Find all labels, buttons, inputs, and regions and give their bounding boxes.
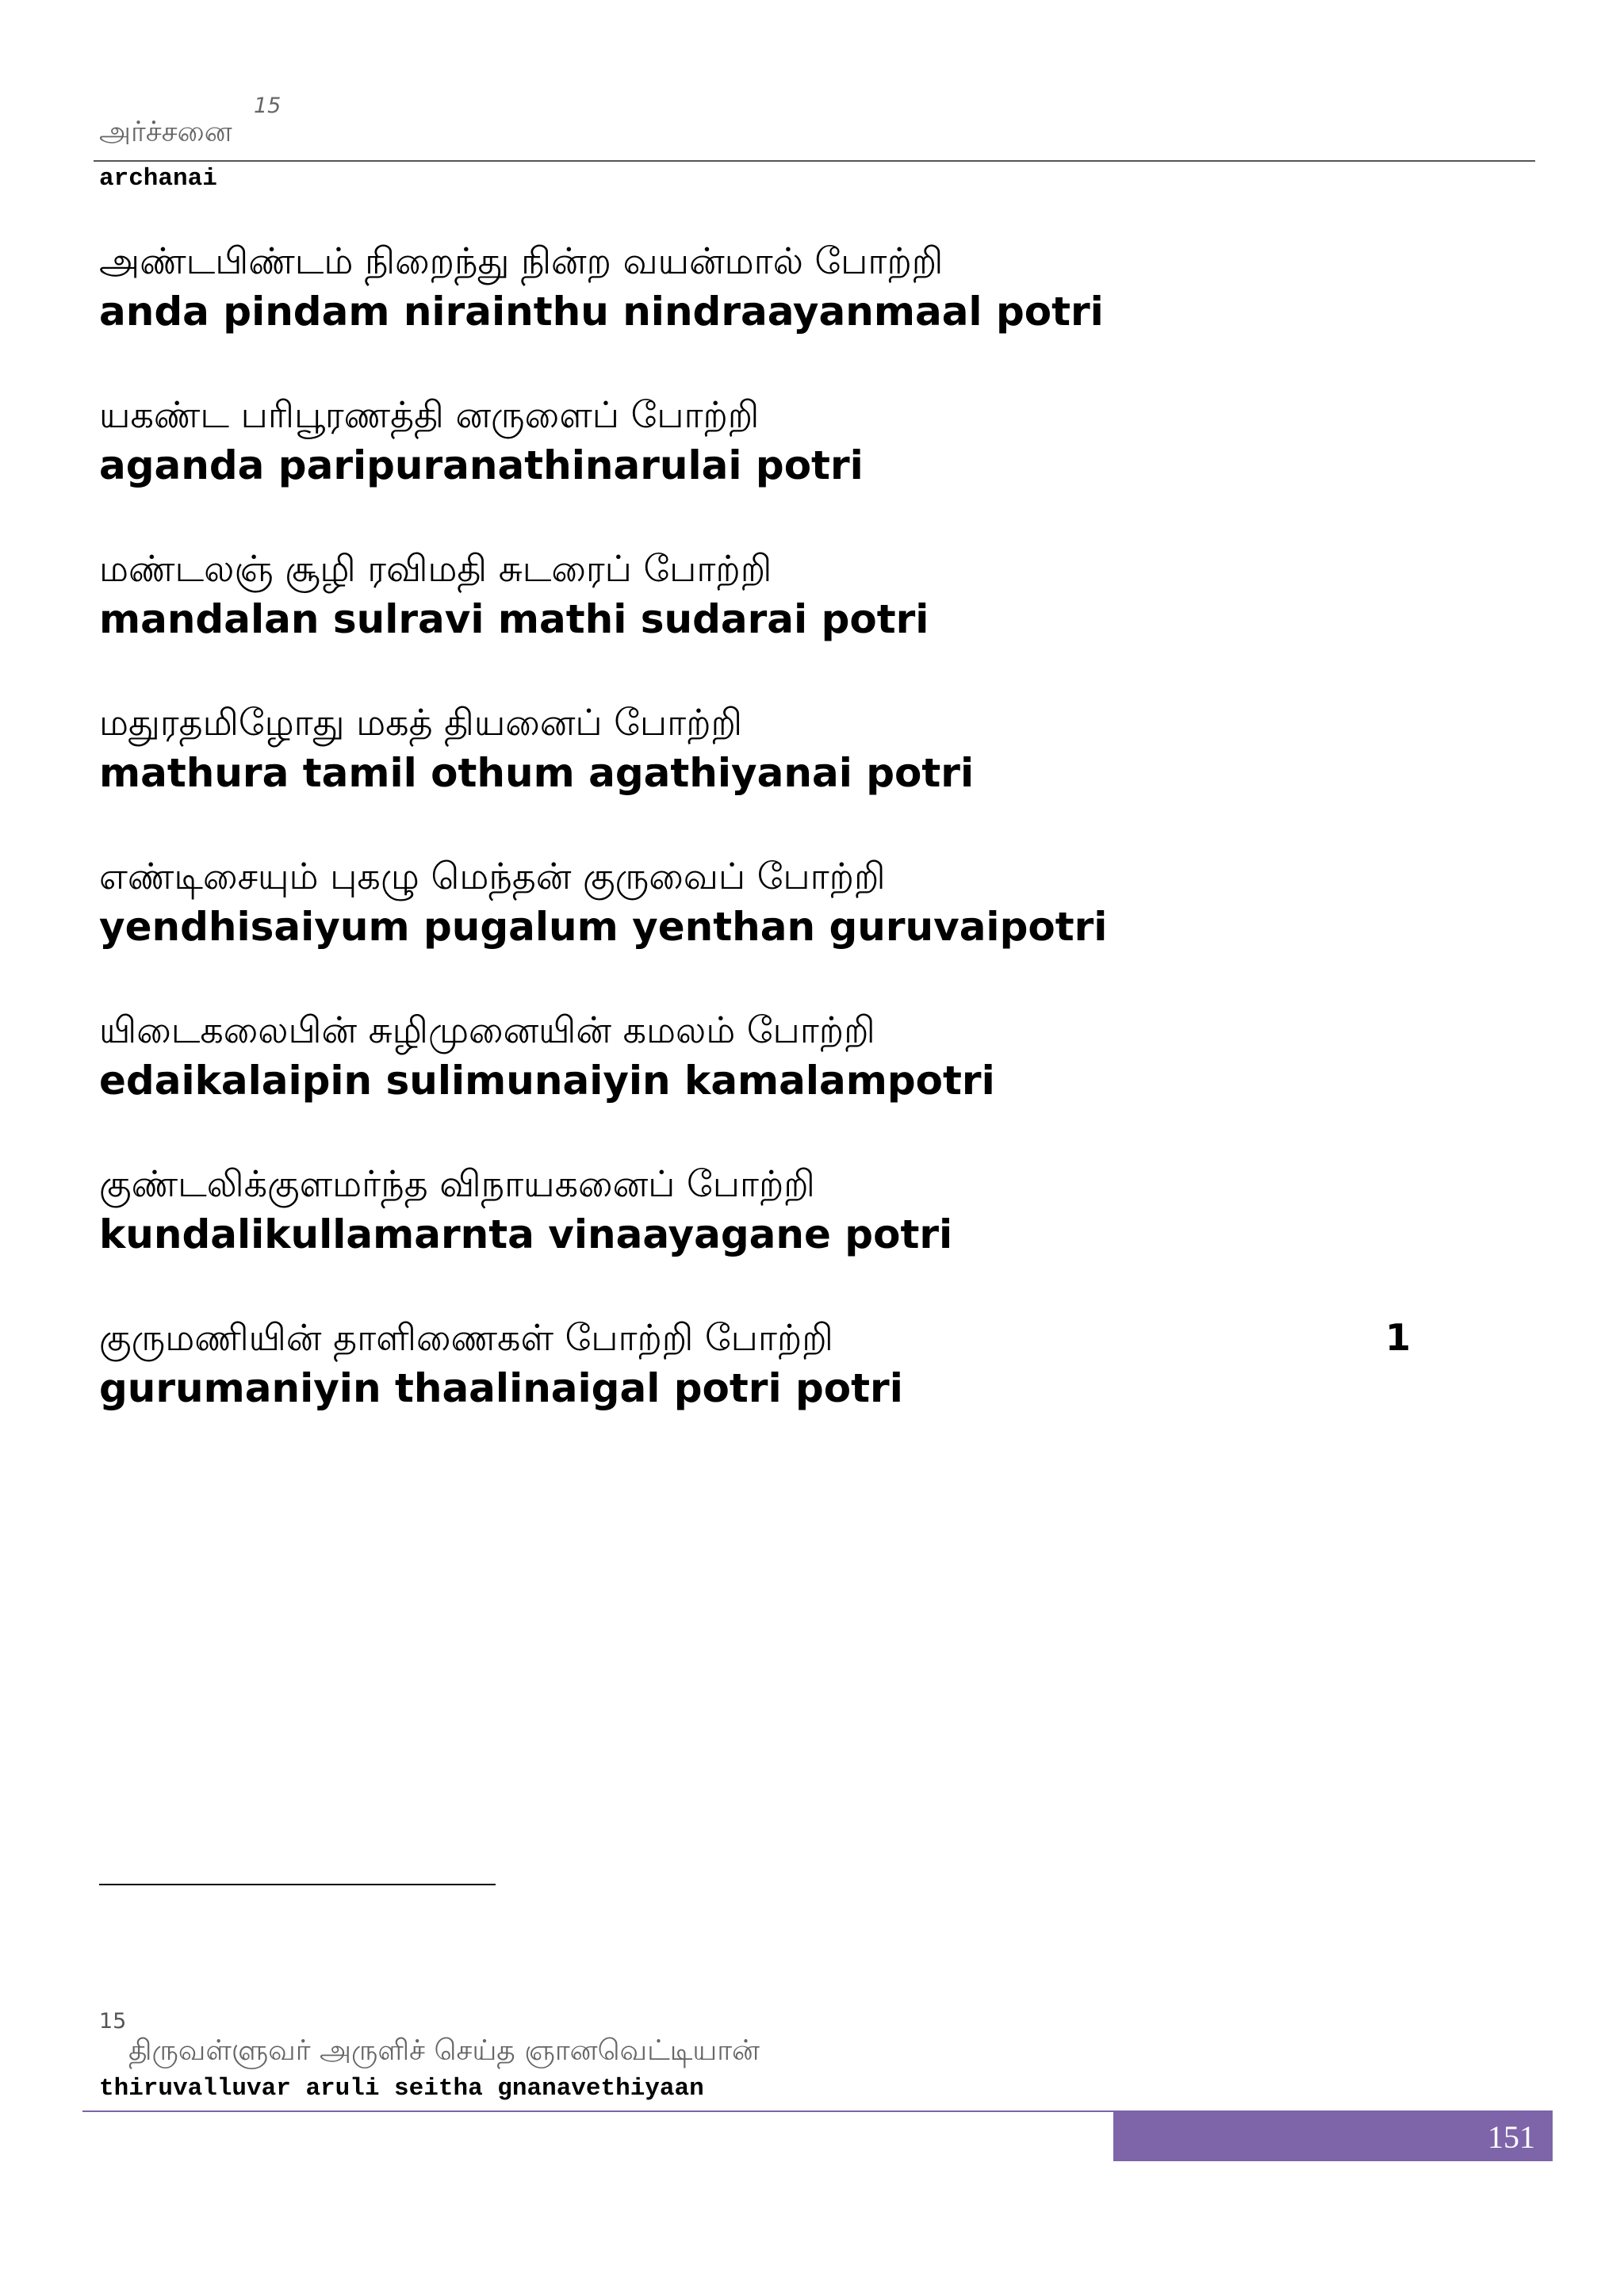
verse-tamil-text: அண்டபிண்டம் நிறைந்து நின்ற வயன்மால் போற்றி — [99, 239, 944, 282]
verse-tamil-text: எண்டிசையும் புகழு மெந்தன் குருவைப் போற்றி — [99, 855, 886, 897]
verse-4 — [99, 698, 1495, 851]
verse-transliteration: mandalan sulravi mathi sudarai potri — [99, 596, 929, 642]
verse-tamil-text: யிடைகலைபின் சுழிமுனையின் கமலம் போற்றி — [99, 1008, 875, 1051]
verse-transliteration: edaikalaipin sulimunaiyin kamalampotri — [99, 1058, 995, 1104]
verse-list — [99, 236, 1495, 1467]
header-footnote-reference[interactable]: 15 — [254, 94, 282, 118]
header-divider — [94, 160, 1535, 162]
verse-tamil-text: மண்டலஞ் சூழி ரவிமதி சுடரைப் போற்றி — [99, 547, 772, 590]
verse-5 — [99, 851, 1495, 1005]
verse-transliteration: yendhisaiyum pugalum yenthan guruvaipotri — [99, 904, 1108, 950]
verse-3 — [99, 544, 1495, 698]
header-transliteration: archanai — [99, 165, 217, 193]
verse-1 — [99, 236, 1495, 390]
footnote-transliteration: thiruvalluvar aruli seitha gnanavethiyaan — [99, 2075, 704, 2103]
footnote-number: 15 — [99, 2009, 127, 2034]
page-number: 151 — [1488, 2119, 1535, 2155]
verse-2 — [99, 390, 1495, 544]
verse-tamil-text: குண்டலிக்குளமர்ந்த விநாயகனைப் போற்றி — [99, 1162, 815, 1205]
verse-stanza-marker: 1 — [1385, 1316, 1411, 1359]
page-number-box — [1113, 2112, 1553, 2161]
verse-7 — [99, 1159, 1495, 1313]
verse-transliteration: mathura tamil othum agathiyanai potri — [99, 750, 975, 796]
footnote-tamil-text: திருவள்ளுவர் அருளிச் செய்த ஞானவெட்டியான் — [128, 2034, 760, 2067]
verse-6 — [99, 1005, 1495, 1159]
verse-transliteration: kundalikullamarnta vinaayagane potri — [99, 1211, 953, 1257]
verse-transliteration: aganda paripuranathinarulai potri — [99, 442, 864, 488]
verse-tamil-text: குருமணியின் தாளிணைகள் போற்றி போற்றி — [99, 1316, 833, 1359]
verse-8 — [99, 1313, 1495, 1467]
verse-tamil-text: யகண்ட பரிபூரணத்தி னருளைப் போற்றி — [99, 393, 760, 436]
verse-transliteration: anda pindam nirainthu nindraayanmaal potri — [99, 289, 1104, 335]
footnote-divider — [99, 1884, 496, 1885]
header-tamil-title: அர்ச்சனை — [99, 116, 232, 148]
verse-tamil-text: மதுரதமிழோது மகத் தியனைப் போற்றி — [99, 701, 743, 744]
verse-transliteration: gurumaniyin thaalinaigal potri potri — [99, 1365, 903, 1411]
